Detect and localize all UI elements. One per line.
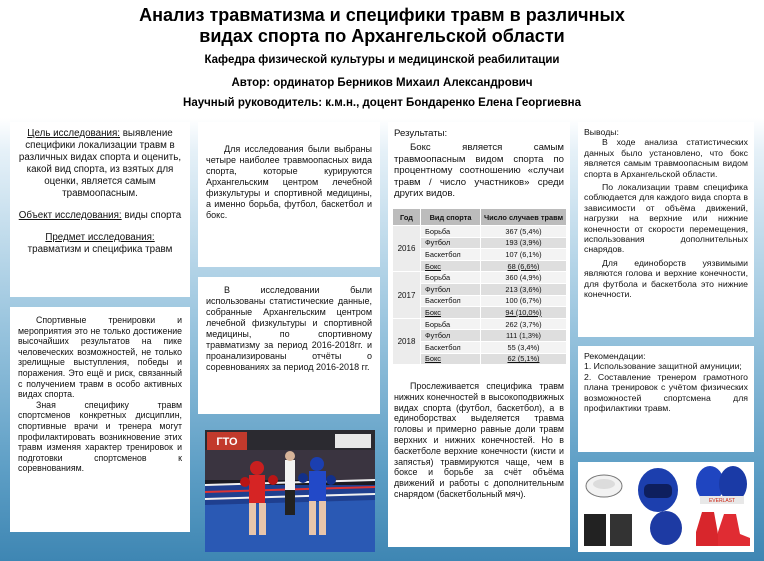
recommendations-panel <box>578 346 754 452</box>
goal-panel <box>10 122 190 297</box>
results-heading: Результаты: <box>394 128 448 139</box>
cases-cell: 111 (1,3%) <box>481 330 567 342</box>
conclusions-heading: Выводы: <box>584 127 619 137</box>
cases-cell: 94 (10,0%) <box>481 307 567 319</box>
methods-panel <box>198 277 380 414</box>
conclusions-paragraph-3: Для единоборств уязвимыми являются голова и верхние конечности, для футбола и баскетбола это нижние конечности. <box>584 257 748 300</box>
supervisor: Научный руководитель: к.м.н., доцент Бондаренко Елена Георгиевна <box>183 97 581 109</box>
intro-paragraph-1: Спортивные тренировки и мероприятия это не только достижение высочайших результатов на пике человеческих возможностей, не только зрелищные выступления, победы и поражения. Это ещё и риск, связанный с получением травм в особо активных видах спорта. <box>18 315 182 400</box>
sports-choice-text: Для исследования были выбраны четыре наиболее травмоопасных вида спорта, которые курируются Архангельским центром лечебной физкультуры и спортивной медицины, а именно борьба, футбол, баскетбол и бокс. <box>206 144 372 220</box>
poster-title <box>0 5 764 47</box>
recommendations-heading: Рекомендации: <box>584 351 646 361</box>
author: Автор: ординатор Берников Михаил Александрович <box>231 77 533 89</box>
cases-cell: 68 (6,6%) <box>481 260 567 272</box>
subject-text: травматизм и специфика травм <box>27 244 173 255</box>
results-summary: Бокс является самым травмоопасным видом спорта по процентному соотношению «случаи травм / число участников» среди других видов. <box>394 142 564 200</box>
recommendation-item-1: 1. Использование защитной амуниции; <box>584 361 742 372</box>
conclusions-paragraph-1: В ходе анализа статистических данных было установлено, что бокс является самым травмоопасным видом спорта в Архангельской области. <box>584 137 748 179</box>
object-label: Объект исследования: <box>18 210 122 221</box>
sport-cell: Бокс <box>421 353 481 365</box>
cases-cell: 100 (6,7%) <box>481 295 567 307</box>
sport-cell: Баскетбол <box>421 341 481 353</box>
table-header-row <box>393 209 567 226</box>
sport-cell: Футбол <box>421 237 481 249</box>
department: Кафедра физической культуры и медицинской реабилитации <box>204 54 560 66</box>
sport-cell: Бокс <box>421 260 481 272</box>
intro-paragraph-2: Зная специфику травм спортсменов конкретных дисциплин, спортивные врачи и тренера могут профилактировать возникновение этих травм изменяя характер тренировок и подготовки спортсменов к соревнованиям. <box>18 399 182 474</box>
year-cell: 2017 <box>393 272 421 318</box>
title-line-2: видах спорта по Архангельской области <box>199 26 565 46</box>
header-sport: Вид спорта <box>421 209 481 226</box>
results-analysis: Прослеживается специфика травм нижних конечностей в высокоподвижных видах спорта (футбол, баскетбол), а в единоборствах выделяется травма головы и примерно равные доли травм верхних и нижних конечностей. Но в баскетболе верхние конечности (кисти и запястья) травмируются чаще, чем в боксе и борьбе за счёт объёма движений и работы с дополнительным снарядом (баскетбольный мяч). <box>394 381 564 499</box>
cases-cell: 213 (3,6%) <box>481 283 567 295</box>
recommendation-item-2: 2. Составление тренером грамотного плана тренировок с учётом физических возможностей спортсмена для профилактики травм. <box>584 371 748 414</box>
cases-cell: 55 (3,4%) <box>481 341 567 353</box>
boxing-photo <box>205 430 375 552</box>
cases-cell: 360 (4,9%) <box>481 272 567 284</box>
header-cases: Число случаев травм <box>481 209 567 226</box>
goal-text: выявление специфики локализации травм в различных видах спорта и оценить, какой вид спорта, из взятых для оценки, является самым травмоопасным. <box>18 128 182 199</box>
table-row <box>393 272 567 284</box>
sport-cell: Футбол <box>421 330 481 342</box>
sports-choice-panel <box>198 122 380 267</box>
glove-brand: EVERLAST <box>708 498 736 504</box>
methods-text: В исследовании были использованы статистические данные, собранные Архангельским центром лечебной физкультуры и спортивной медицины, по спортивному травматизму за период 2016-2018гг. и проанализированы отчёты о соревнованиях за период 2016-2018 гг. <box>206 285 372 372</box>
conclusions-paragraph-2: По локализации травм специфика соблюдается для каждого вида спорта в зависимости от объёма движений, нагрузки на верхние или нижние конечности от скорости перемещения, использования дополнительных снарядов. <box>584 182 748 255</box>
sport-cell: Футбол <box>421 283 481 295</box>
title-line-1: Анализ травматизма и специфики травм в различных <box>139 5 625 25</box>
cases-cell: 262 (3,7%) <box>481 318 567 330</box>
cases-cell: 62 (5,1%) <box>481 353 567 365</box>
sport-cell: Баскетбол <box>421 295 481 307</box>
cases-cell: 367 (5,4%) <box>481 226 567 238</box>
year-cell: 2016 <box>393 226 421 272</box>
sport-cell: Борьба <box>421 226 481 238</box>
sport-cell: Бокс <box>421 307 481 319</box>
header-year: Год <box>393 209 421 226</box>
conclusions-panel <box>578 122 754 337</box>
goal-label: Цель исследования: <box>27 128 120 139</box>
cases-cell: 193 (3,9%) <box>481 237 567 249</box>
cases-cell: 107 (6,1%) <box>481 249 567 261</box>
sport-cell: Баскетбол <box>421 249 481 261</box>
equipment-photo <box>578 462 754 552</box>
subject-label: Предмет исследования: <box>45 232 155 243</box>
table-row <box>393 226 567 238</box>
sport-cell: Борьба <box>421 318 481 330</box>
intro-panel <box>10 307 190 532</box>
year-cell: 2018 <box>393 318 421 364</box>
injury-table <box>392 208 567 365</box>
table-row <box>393 318 567 330</box>
object-text: виды спорта <box>121 210 182 221</box>
sport-cell: Борьба <box>421 272 481 284</box>
gto-banner: ГТО <box>216 436 238 448</box>
